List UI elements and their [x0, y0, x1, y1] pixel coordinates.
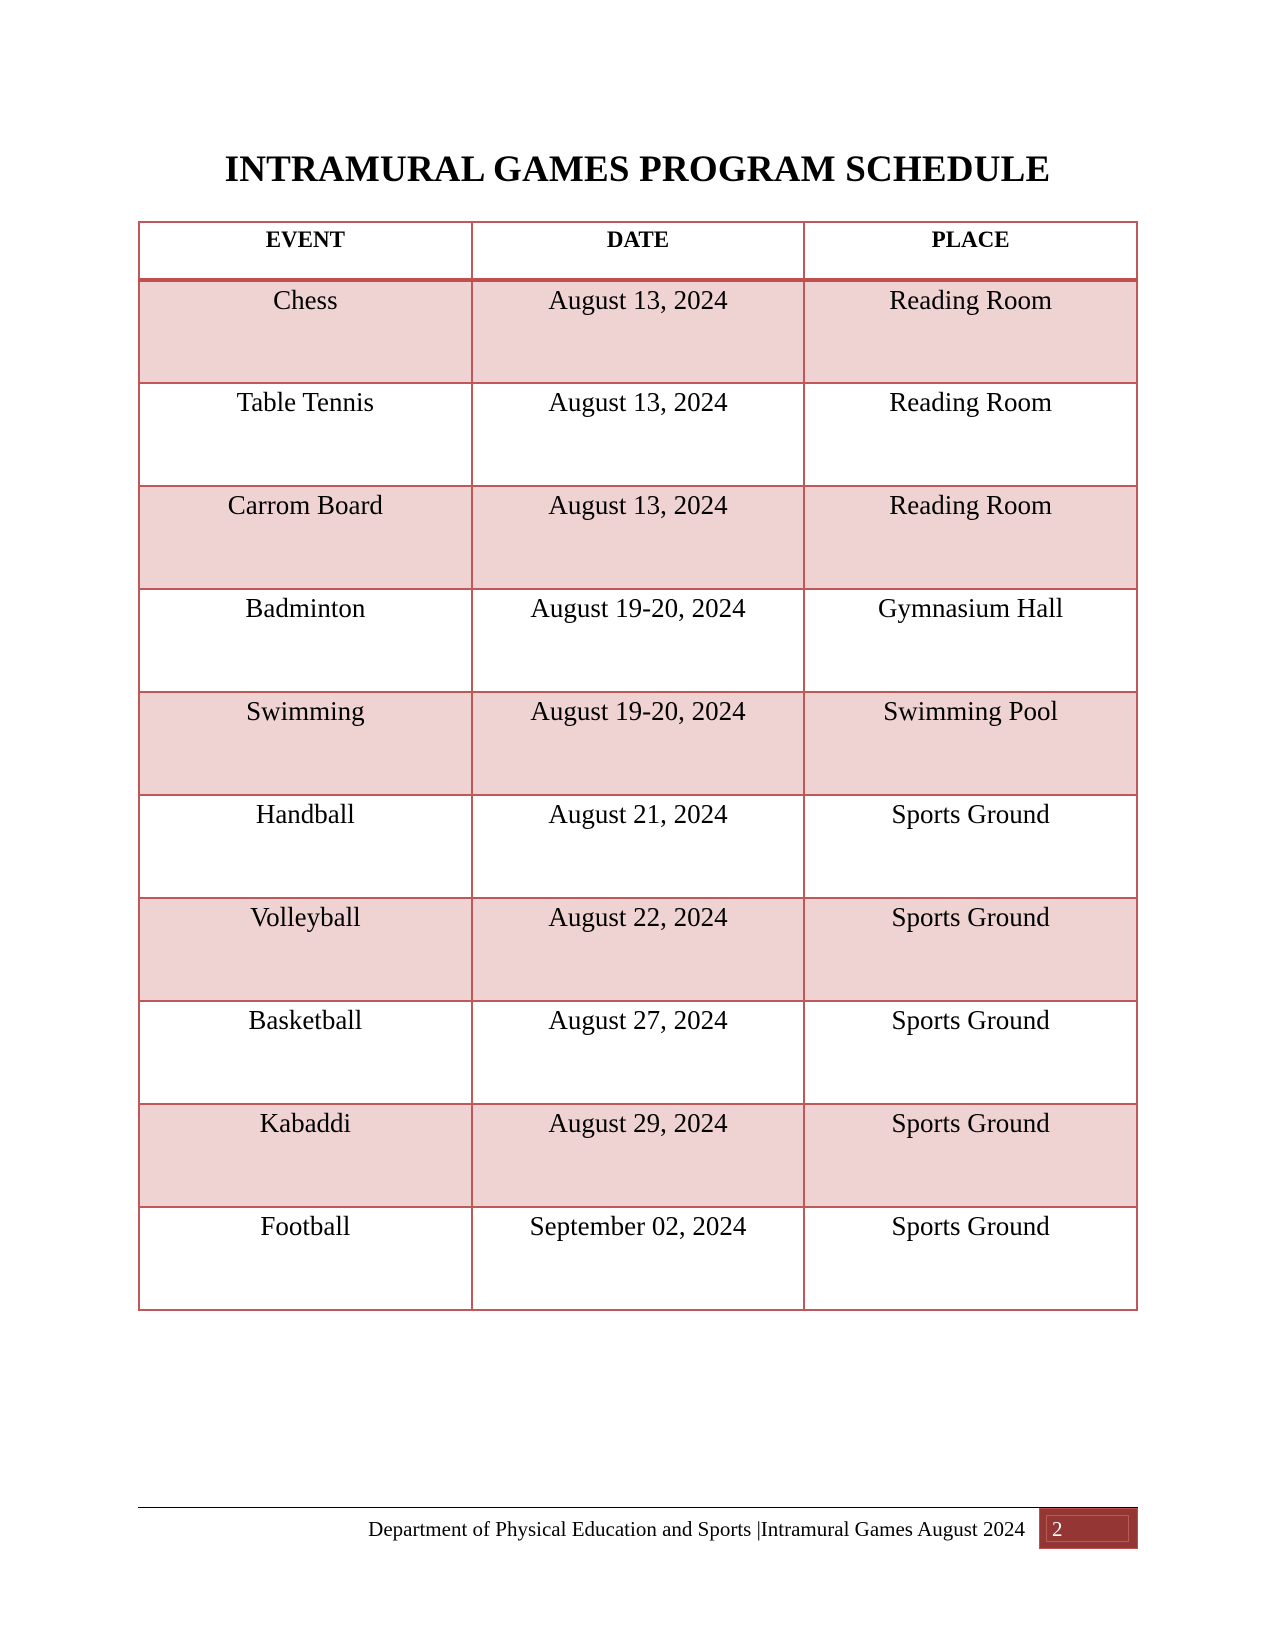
- header-date: DATE: [472, 222, 805, 280]
- date-cell: August 13, 2024: [472, 383, 805, 486]
- event-cell: Swimming: [139, 692, 472, 795]
- event-cell: Kabaddi: [139, 1104, 472, 1207]
- place-cell: Reading Room: [804, 383, 1137, 486]
- place-cell: Swimming Pool: [804, 692, 1137, 795]
- page-number: 2: [1052, 1517, 1063, 1541]
- place-cell: Reading Room: [804, 280, 1137, 383]
- place-cell: Reading Room: [804, 486, 1137, 589]
- event-cell: Carrom Board: [139, 486, 472, 589]
- event-cell: Volleyball: [139, 898, 472, 1001]
- date-cell: August 13, 2024: [472, 280, 805, 383]
- table-row: [139, 692, 1137, 795]
- table-row: [139, 589, 1137, 692]
- date-cell: September 02, 2024: [472, 1207, 805, 1310]
- place-cell: Sports Ground: [804, 1104, 1137, 1207]
- table-row: [139, 280, 1137, 383]
- table-row: [139, 1104, 1137, 1207]
- date-cell: August 19-20, 2024: [472, 692, 805, 795]
- place-cell: Sports Ground: [804, 795, 1137, 898]
- table-header-row: [139, 222, 1137, 280]
- date-cell: August 22, 2024: [472, 898, 805, 1001]
- date-cell: August 13, 2024: [472, 486, 805, 589]
- table-row: [139, 1001, 1137, 1104]
- table-row: [139, 383, 1137, 486]
- footer-divider: [138, 1507, 1138, 1508]
- event-cell: Football: [139, 1207, 472, 1310]
- event-cell: Handball: [139, 795, 472, 898]
- date-cell: August 21, 2024: [472, 795, 805, 898]
- date-cell: August 19-20, 2024: [472, 589, 805, 692]
- event-cell: Basketball: [139, 1001, 472, 1104]
- header-place: PLACE: [804, 222, 1137, 280]
- place-cell: Sports Ground: [804, 1001, 1137, 1104]
- table-row: [139, 898, 1137, 1001]
- footer-text: Department of Physical Education and Sports |Intramural Games August 2024: [368, 1517, 1025, 1541]
- place-cell: Sports Ground: [804, 1207, 1137, 1310]
- table-row: [139, 1207, 1137, 1310]
- schedule-table: [138, 221, 1138, 1311]
- date-cell: August 27, 2024: [472, 1001, 805, 1104]
- event-cell: Table Tennis: [139, 383, 472, 486]
- date-cell: August 29, 2024: [472, 1104, 805, 1207]
- table-row: [139, 795, 1137, 898]
- header-event: EVENT: [139, 222, 472, 280]
- table-row: [139, 486, 1137, 589]
- place-cell: Sports Ground: [804, 898, 1137, 1001]
- page-title: INTRAMURAL GAMES PROGRAM SCHEDULE: [224, 149, 1051, 190]
- page-number-box: [1039, 1508, 1138, 1549]
- event-cell: Chess: [139, 280, 472, 383]
- event-cell: Badminton: [139, 589, 472, 692]
- place-cell: Gymnasium Hall: [804, 589, 1137, 692]
